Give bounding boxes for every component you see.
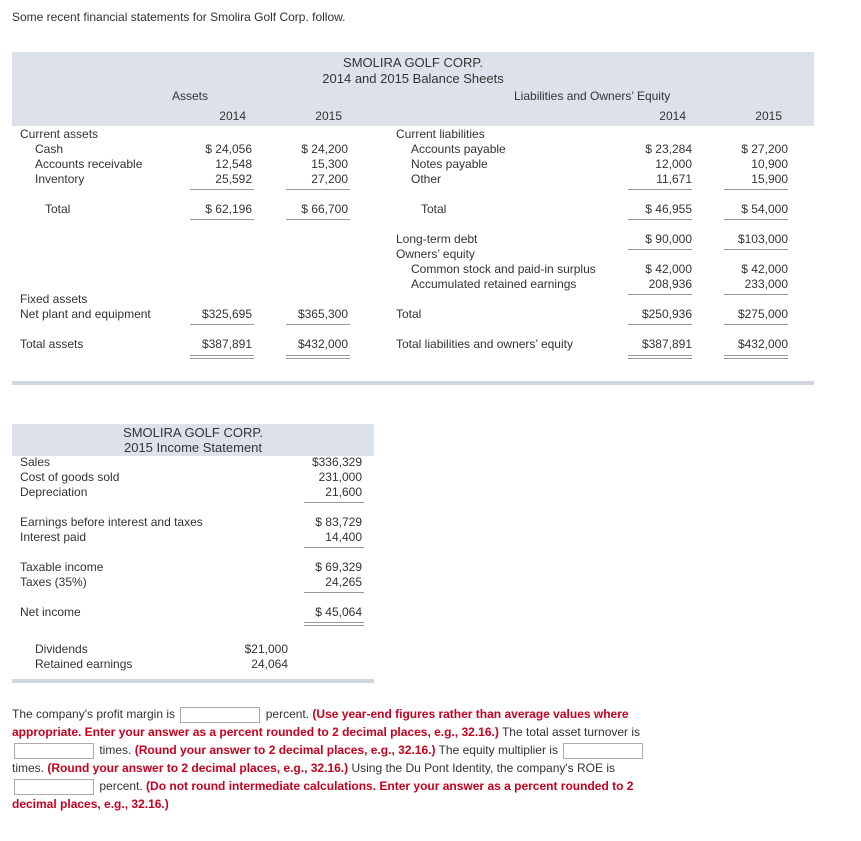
double-rule	[286, 355, 350, 359]
retained-earnings-is-label: Retained earnings	[35, 657, 133, 671]
income-statement-subtitle: 2015 Income Statement	[123, 440, 263, 455]
inventory-label: Inventory	[35, 172, 85, 186]
ltd-2014: $ 90,000	[645, 232, 692, 246]
ap-2015: $ 27,200	[741, 142, 788, 156]
balance-sheet-title: SMOLIRA GOLF CORP.	[343, 55, 483, 70]
q-profit-margin-text: The company's profit margin is	[12, 707, 176, 721]
ebit-label: Earnings before interest and taxes	[20, 515, 203, 529]
q-equity-multiplier-text: The equity multiplier is	[438, 743, 558, 757]
other-2015: 15,900	[751, 172, 788, 186]
depreciation-value: 21,600	[325, 485, 362, 499]
depreciation-label: Depreciation	[20, 485, 88, 499]
q-times-unit-2: times.	[12, 761, 45, 775]
q-equity-multiplier-instruction: (Round your answer to 2 decimal places, e.g., 32.16.)	[47, 761, 349, 775]
q-percent-unit: percent.	[265, 707, 310, 721]
fixed-assets-label: Fixed assets	[20, 292, 88, 306]
q-roe-instruction: (Do not round intermediate calculations. Enter your answer as a percent rounded to 2 decimal places, e.g., 32.16.)	[12, 779, 634, 811]
total-le-2014: $387,891	[641, 337, 692, 351]
rule	[190, 189, 254, 190]
balance-sheet	[12, 52, 814, 386]
income-statement-bottom-bar	[12, 679, 374, 683]
cl-total-label: Total	[421, 202, 447, 216]
total-assets-2014: $387,891	[201, 337, 252, 351]
ltd-label: Long-term debt	[396, 232, 478, 246]
ltd-2015: $103,000	[737, 232, 788, 246]
sales-label: Sales	[20, 455, 51, 469]
balance-sheet-header	[12, 52, 814, 126]
total-assets-label: Total assets	[20, 337, 84, 351]
rule	[724, 249, 788, 250]
inventory-2015: 27,200	[311, 172, 348, 186]
rule	[628, 324, 692, 325]
liabilities-header: Liabilities and Owners’ Equity	[514, 89, 671, 103]
cl-total-2015: $ 54,000	[741, 202, 788, 216]
q-percent-unit-2: percent.	[99, 779, 143, 793]
np-2015: 10,900	[751, 157, 788, 171]
ca-total-label: Total	[45, 202, 71, 216]
cogs-value: 231,000	[318, 470, 362, 484]
assets-year-2014: 2014	[219, 109, 246, 123]
cl-total-2014: $ 46,955	[645, 202, 692, 216]
taxes-value: 24,265	[325, 575, 362, 589]
ca-total-2015: $ 66,700	[301, 202, 348, 216]
q-asset-turnover-instruction: (Round your answer to 2 decimal places, e.g., 32.16.)	[134, 743, 436, 757]
income-statement-title: SMOLIRA GOLF CORP.	[123, 425, 263, 440]
sales-value: $336,329	[311, 455, 362, 469]
income-statement-header	[12, 424, 374, 456]
balance-sheet-bottom-bar	[12, 381, 814, 385]
q-roe-text: Using the Du Pont Identity, the company's ROE is	[351, 761, 615, 775]
intro-text: Some recent financial statements for Smolira Golf Corp. follow.	[12, 10, 346, 24]
common-stock-2014: $ 42,000	[645, 262, 692, 276]
retained-earnings-label: Accumulated retained earnings	[411, 277, 577, 291]
cash-2015: $ 24,200	[301, 142, 348, 156]
ar-label: Accounts receivable	[35, 157, 143, 171]
rule	[190, 324, 254, 325]
assets-header: Assets	[172, 89, 209, 103]
rule	[286, 189, 350, 190]
oe-total-2014: $250,936	[641, 307, 692, 321]
rule	[724, 294, 788, 295]
rule	[286, 219, 350, 220]
total-assets-2015: $432,000	[297, 337, 348, 351]
rule	[190, 219, 254, 220]
rule	[304, 502, 364, 503]
interest-value: 14,400	[325, 530, 362, 544]
q-times-unit: times.	[99, 743, 132, 757]
q-asset-turnover-text: The total asset turnover is	[501, 725, 641, 739]
common-stock-label: Common stock and paid-in surplus	[411, 262, 596, 276]
roe-input[interactable]	[14, 779, 94, 795]
rule	[628, 294, 692, 295]
double-rule	[304, 622, 364, 626]
net-income-label: Net income	[20, 605, 81, 619]
double-rule	[724, 355, 788, 359]
np-2014: 12,000	[655, 157, 692, 171]
oe-total-2015: $275,000	[737, 307, 788, 321]
q-profit-margin-instruction: (Use year-end figures rather than average values where appropriate. Enter your answer as a percent rounded to 2 decimal places, e.g., 32.16.)	[12, 707, 629, 739]
total-le-2015: $432,000	[737, 337, 788, 351]
equity-multiplier-input[interactable]	[563, 743, 643, 759]
net-plant-label: Net plant and equipment	[20, 307, 151, 321]
taxable-income-label: Taxable income	[20, 560, 104, 574]
assets-year-2015: 2015	[315, 109, 342, 123]
rule	[304, 592, 364, 593]
other-label: Other	[411, 172, 442, 186]
cash-label: Cash	[35, 142, 64, 156]
taxes-label: Taxes (35%)	[20, 575, 87, 589]
income-statement	[12, 424, 374, 682]
balance-sheet-subtitle: 2014 and 2015 Balance Sheets	[322, 71, 504, 86]
current-liabilities-label: Current liabilities	[396, 127, 485, 141]
cash-2014: $ 24,056	[205, 142, 252, 156]
common-stock-2015: $ 42,000	[741, 262, 788, 276]
ca-total-2014: $ 62,196	[205, 202, 252, 216]
ap-2014: $ 23,284	[645, 142, 692, 156]
net-plant-2015: $365,300	[297, 307, 348, 321]
retained-earnings-2015: 233,000	[744, 277, 788, 291]
liab-year-2014: 2014	[659, 109, 686, 123]
net-plant-2014: $325,695	[201, 307, 252, 321]
rule	[628, 249, 692, 250]
dividends-value: $21,000	[244, 642, 288, 656]
taxable-income-value: $ 69,329	[315, 560, 362, 574]
other-2014: 11,671	[656, 172, 692, 186]
current-assets-label: Current assets	[20, 127, 99, 141]
total-le-label: Total liabilities and owners’ equity	[396, 337, 573, 351]
rule	[628, 219, 692, 220]
liab-year-2015: 2015	[755, 109, 782, 123]
net-income-value: $ 45,064	[315, 605, 362, 619]
dividends-label: Dividends	[35, 642, 88, 656]
double-rule	[190, 355, 254, 359]
retained-earnings-is-value: 24,064	[251, 657, 288, 671]
rule	[724, 219, 788, 220]
interest-label: Interest paid	[20, 530, 87, 544]
cogs-label: Cost of goods sold	[20, 470, 120, 484]
rule	[724, 324, 788, 325]
rule	[724, 189, 788, 190]
inventory-2014: 25,592	[215, 172, 252, 186]
np-label: Notes payable	[411, 157, 488, 171]
question-block	[12, 705, 652, 813]
ar-2015: 15,300	[311, 157, 348, 171]
retained-earnings-2014: 208,936	[648, 277, 692, 291]
oe-total-label: Total	[396, 307, 422, 321]
asset-turnover-input[interactable]	[14, 743, 94, 759]
ap-label: Accounts payable	[411, 142, 506, 156]
ebit-value: $ 83,729	[315, 515, 362, 529]
owners-equity-label: Owners’ equity	[396, 247, 475, 261]
double-rule	[628, 355, 692, 359]
ar-2014: 12,548	[215, 157, 252, 171]
rule	[628, 189, 692, 190]
rule	[286, 324, 350, 325]
profit-margin-input[interactable]	[180, 707, 260, 723]
rule	[304, 547, 364, 548]
